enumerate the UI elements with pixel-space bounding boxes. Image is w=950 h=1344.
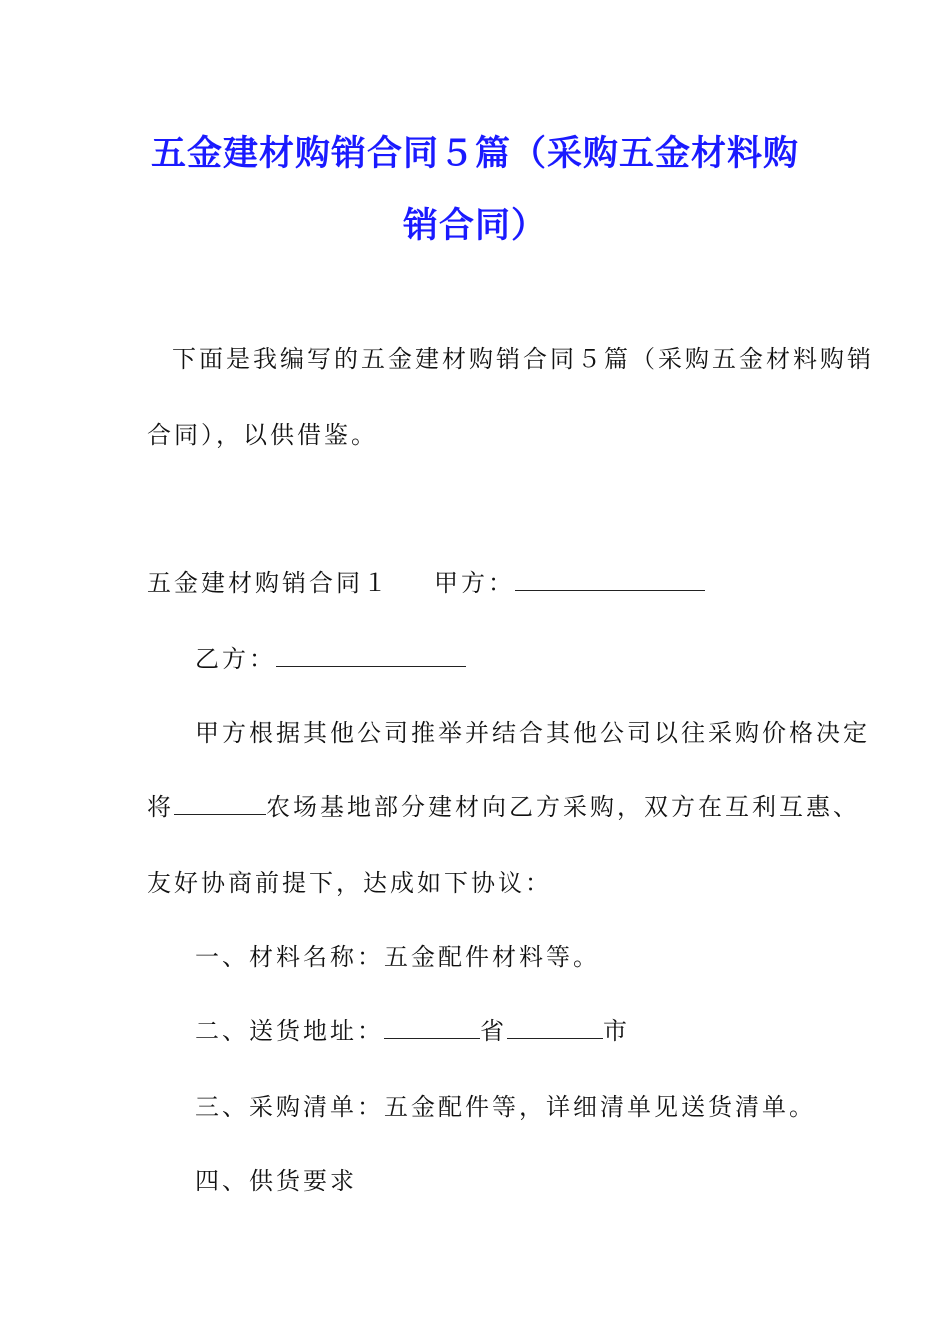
contract-heading-line	[147, 568, 705, 598]
province-label: 省	[480, 1017, 507, 1045]
item-3: 三、采购清单：五金配件等，详细清单见送货清单。	[195, 1093, 816, 1121]
intro-line-1: 下面是我编写的五金建材购销合同５篇（采购五金材料购销	[172, 345, 874, 373]
farm-name-blank	[174, 792, 266, 815]
item-2-label: 二、送货地址：	[195, 1017, 384, 1045]
para1-line-2-start: 将	[147, 793, 174, 821]
party-b-line	[195, 644, 466, 674]
document-title-line-1: 五金建材购销合同５篇（采购五金材料购	[150, 134, 799, 174]
city-blank	[507, 1016, 603, 1039]
party-a-label: 甲方：	[434, 569, 515, 597]
party-b-label: 乙方：	[195, 645, 276, 673]
intro-line-2: 合同），以供借鉴。	[147, 421, 378, 449]
document-title-line-2: 销合同）	[402, 206, 547, 246]
para1-line-2	[147, 792, 860, 822]
city-label: 市	[603, 1017, 630, 1045]
party-b-blank	[276, 644, 466, 667]
party-a-blank	[515, 568, 705, 591]
item-1: 一、材料名称：五金配件材料等。	[195, 943, 600, 971]
para1-line-1: 甲方根据其他公司推举并结合其他公司以往采购价格决定	[195, 719, 870, 747]
para1-line-2-end: 农场基地部分建材向乙方采购，双方在互利互惠、	[266, 793, 860, 821]
item-2	[195, 1016, 630, 1046]
contract-heading: 五金建材购销合同１	[147, 569, 390, 597]
province-blank	[384, 1016, 480, 1039]
para1-line-3: 友好协商前提下，达成如下协议：	[147, 869, 552, 897]
item-4: 四、供货要求	[195, 1167, 357, 1195]
